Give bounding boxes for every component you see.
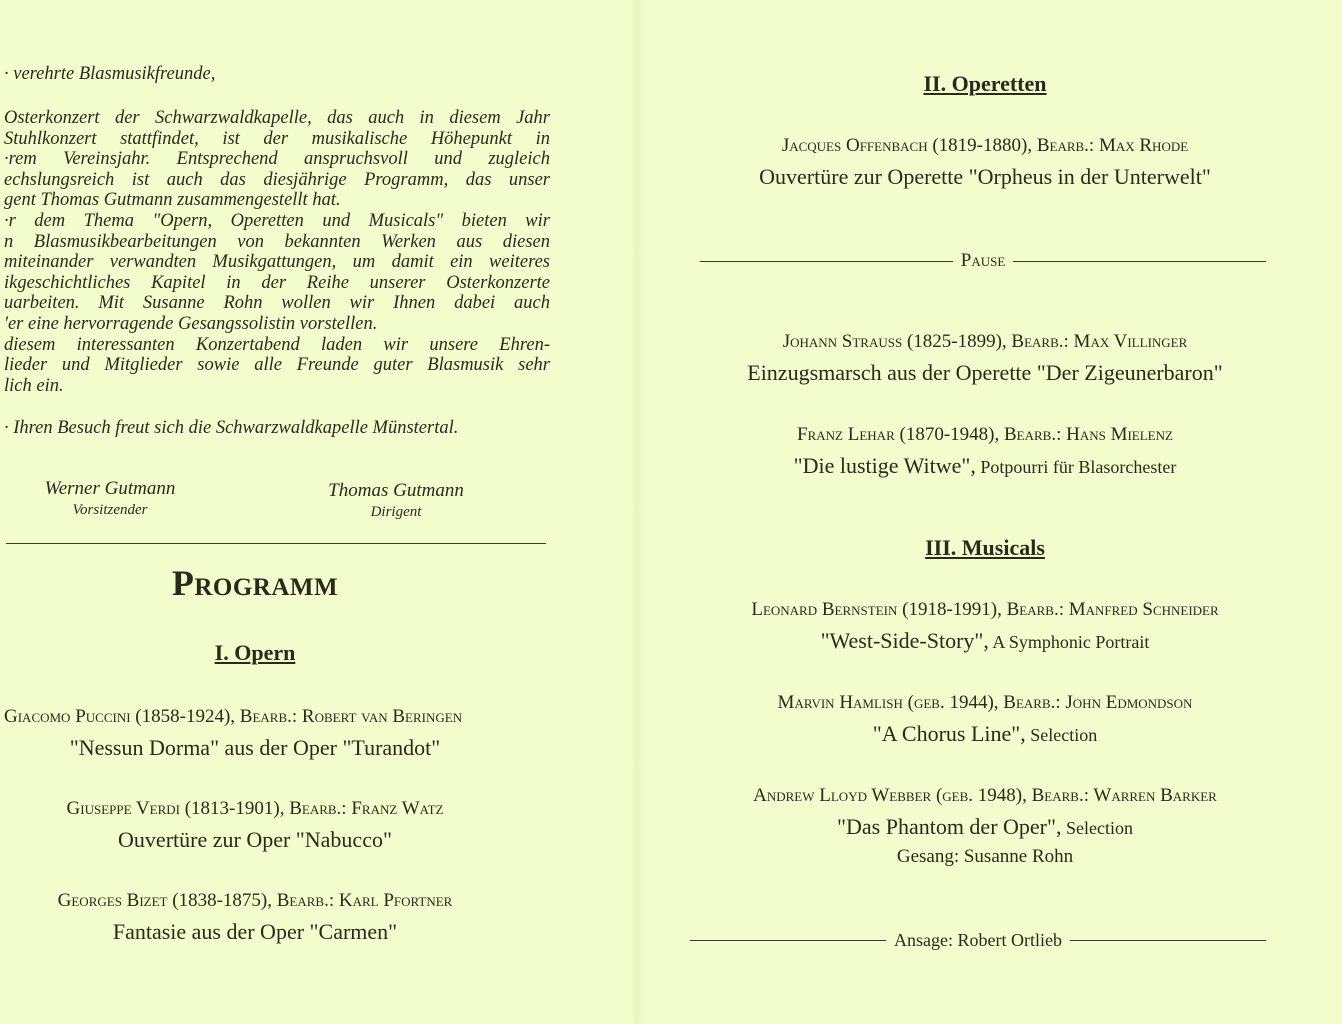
divider-rule [6,543,546,544]
work-title: Ouvertüre zur Oper "Nabucco" [118,827,392,852]
letter-line: echslungsreich ist auch das diesjährige Programm, das unser [4,169,550,190]
composer-line: Giacomo Puccini (1858-1924), Bearb.: Robert van Beringen [4,706,463,727]
section-heading-operetten: II. Operetten [923,71,1047,96]
signature-name: Thomas Gutmann [328,480,464,501]
section-heading-opern: I. Opern [214,640,296,665]
letter-line: miteinander verwandten Musikgattungen, um damit ein weiteres [4,252,550,273]
program-entry [680,424,1290,479]
program-entry [680,785,1290,868]
work-note: A Symphonic Portrait [988,632,1150,652]
signature-chairman [10,478,210,519]
letter-line: ·r dem Thema "Opern, Operetten und Musicals" bieten wir [4,210,550,231]
pause-divider [700,250,1266,272]
letter-line: lieder und Mitglieder sowie alle Freunde guter Blasmusik sehr [4,355,550,376]
letter-line: diesem interessanten Konzertabend laden wir unsere Ehren- [4,334,550,355]
composer-line: Marvin Hamlish (geb. 1944), Bearb.: John Edmondson [777,692,1193,713]
work-title: "A Chorus Line", Selection [872,721,1098,746]
letter-line: lich ein. [4,375,64,396]
work-note: Selection [1025,725,1098,745]
letter-line: n Blasmusikbearbeitungen von bekannten Werken aus diesen [4,231,550,252]
program-entry [680,331,1290,386]
composer-line: Jacques Offenbach (1819-1880), Bearb.: Max Rhode [781,135,1189,156]
program-entry [0,798,510,853]
program-entry [0,890,510,945]
work-title: "Die lustige Witwe", Potpourri für Blasorchester [793,453,1177,478]
work-title: "Das Phantom der Oper", Selection [837,814,1133,839]
divider-line [700,261,953,262]
work-title: "West-Side-Story", A Symphonic Portrait [820,628,1150,653]
letter-line: Stuhlkonzert stattfindet, ist der musikalische Höhepunkt in [4,128,550,149]
program-title: Programm [171,563,339,603]
ansage-divider [690,930,1266,951]
composer-line: Giuseppe Verdi (1813-1901), Bearb.: Franz Watz [66,798,444,819]
work-title: "Nessun Dorma" aus der Oper "Turandot" [69,735,441,760]
work-title: Einzugsmarsch aus der Operette "Der Zigeunerbaron" [747,360,1223,385]
program-entry [0,706,510,761]
composer-line: Andrew Lloyd Webber (geb. 1948), Bearb.: Warren Barker [753,785,1217,806]
letter-line: gent Thomas Gutmann zusammengestellt hat. [4,190,341,211]
section-heading-musicals: III. Musicals [925,535,1045,560]
composer-line: Franz Lehar (1870-1948), Bearb.: Hans Mielenz [797,424,1173,445]
ansage-label: Ansage: Robert Ortlieb [894,930,1062,950]
letter-line: ikgeschichtliches Kapitel in der Reihe unserer Osterkonzerte [4,272,550,293]
divider-line [1070,940,1266,941]
signature-role: Vorsitzender [72,502,148,518]
work-title: Fantasie aus der Oper "Carmen" [112,919,398,944]
composer-line: Georges Bizet (1838-1875), Bearb.: Karl Pfortner [57,890,453,911]
letter-salutation: · verehrte Blasmusikfreunde, [4,64,216,84]
letter-line: uarbeiten. Mit Susanne Rohn wollen wir Ihnen dabei auch [4,293,550,314]
program-entry [680,599,1290,654]
signature-conductor [296,480,496,521]
composer-line: Johann Strauss (1825-1899), Bearb.: Max Villinger [782,331,1188,352]
vocal-credit: Gesang: Susanne Rohn [896,846,1074,867]
letter-line: 'er eine hervorragende Gesangssolistin vorstellen. [4,313,378,334]
letter-body [4,108,550,396]
letter-closing: · Ihren Besuch freut sich die Schwarzwaldkapelle Münstertal. [4,418,459,438]
signature-role: Dirigent [370,504,422,520]
signature-name: Werner Gutmann [44,478,176,499]
divider-line [690,940,886,941]
work-note: Potpourri für Blasorchester [975,457,1177,477]
divider-line [1013,261,1266,262]
program-entry [680,692,1290,747]
work-note: Selection [1061,818,1133,838]
letter-line: Osterkonzert der Schwarzwaldkapelle, das auch in diesem Jahr [4,108,550,128]
program-entry [680,135,1290,190]
composer-line: Leonard Bernstein (1918-1991), Bearb.: Manfred Schneider [751,599,1219,620]
letter-line: ·rem Vereinsjahr. Entsprechend anspruchsvoll und zugleich [4,149,550,170]
pause-label: Pause [960,250,1006,271]
work-title: Ouvertüre zur Operette "Orpheus in der Unterwelt" [759,164,1211,189]
page-fold [630,0,644,1024]
